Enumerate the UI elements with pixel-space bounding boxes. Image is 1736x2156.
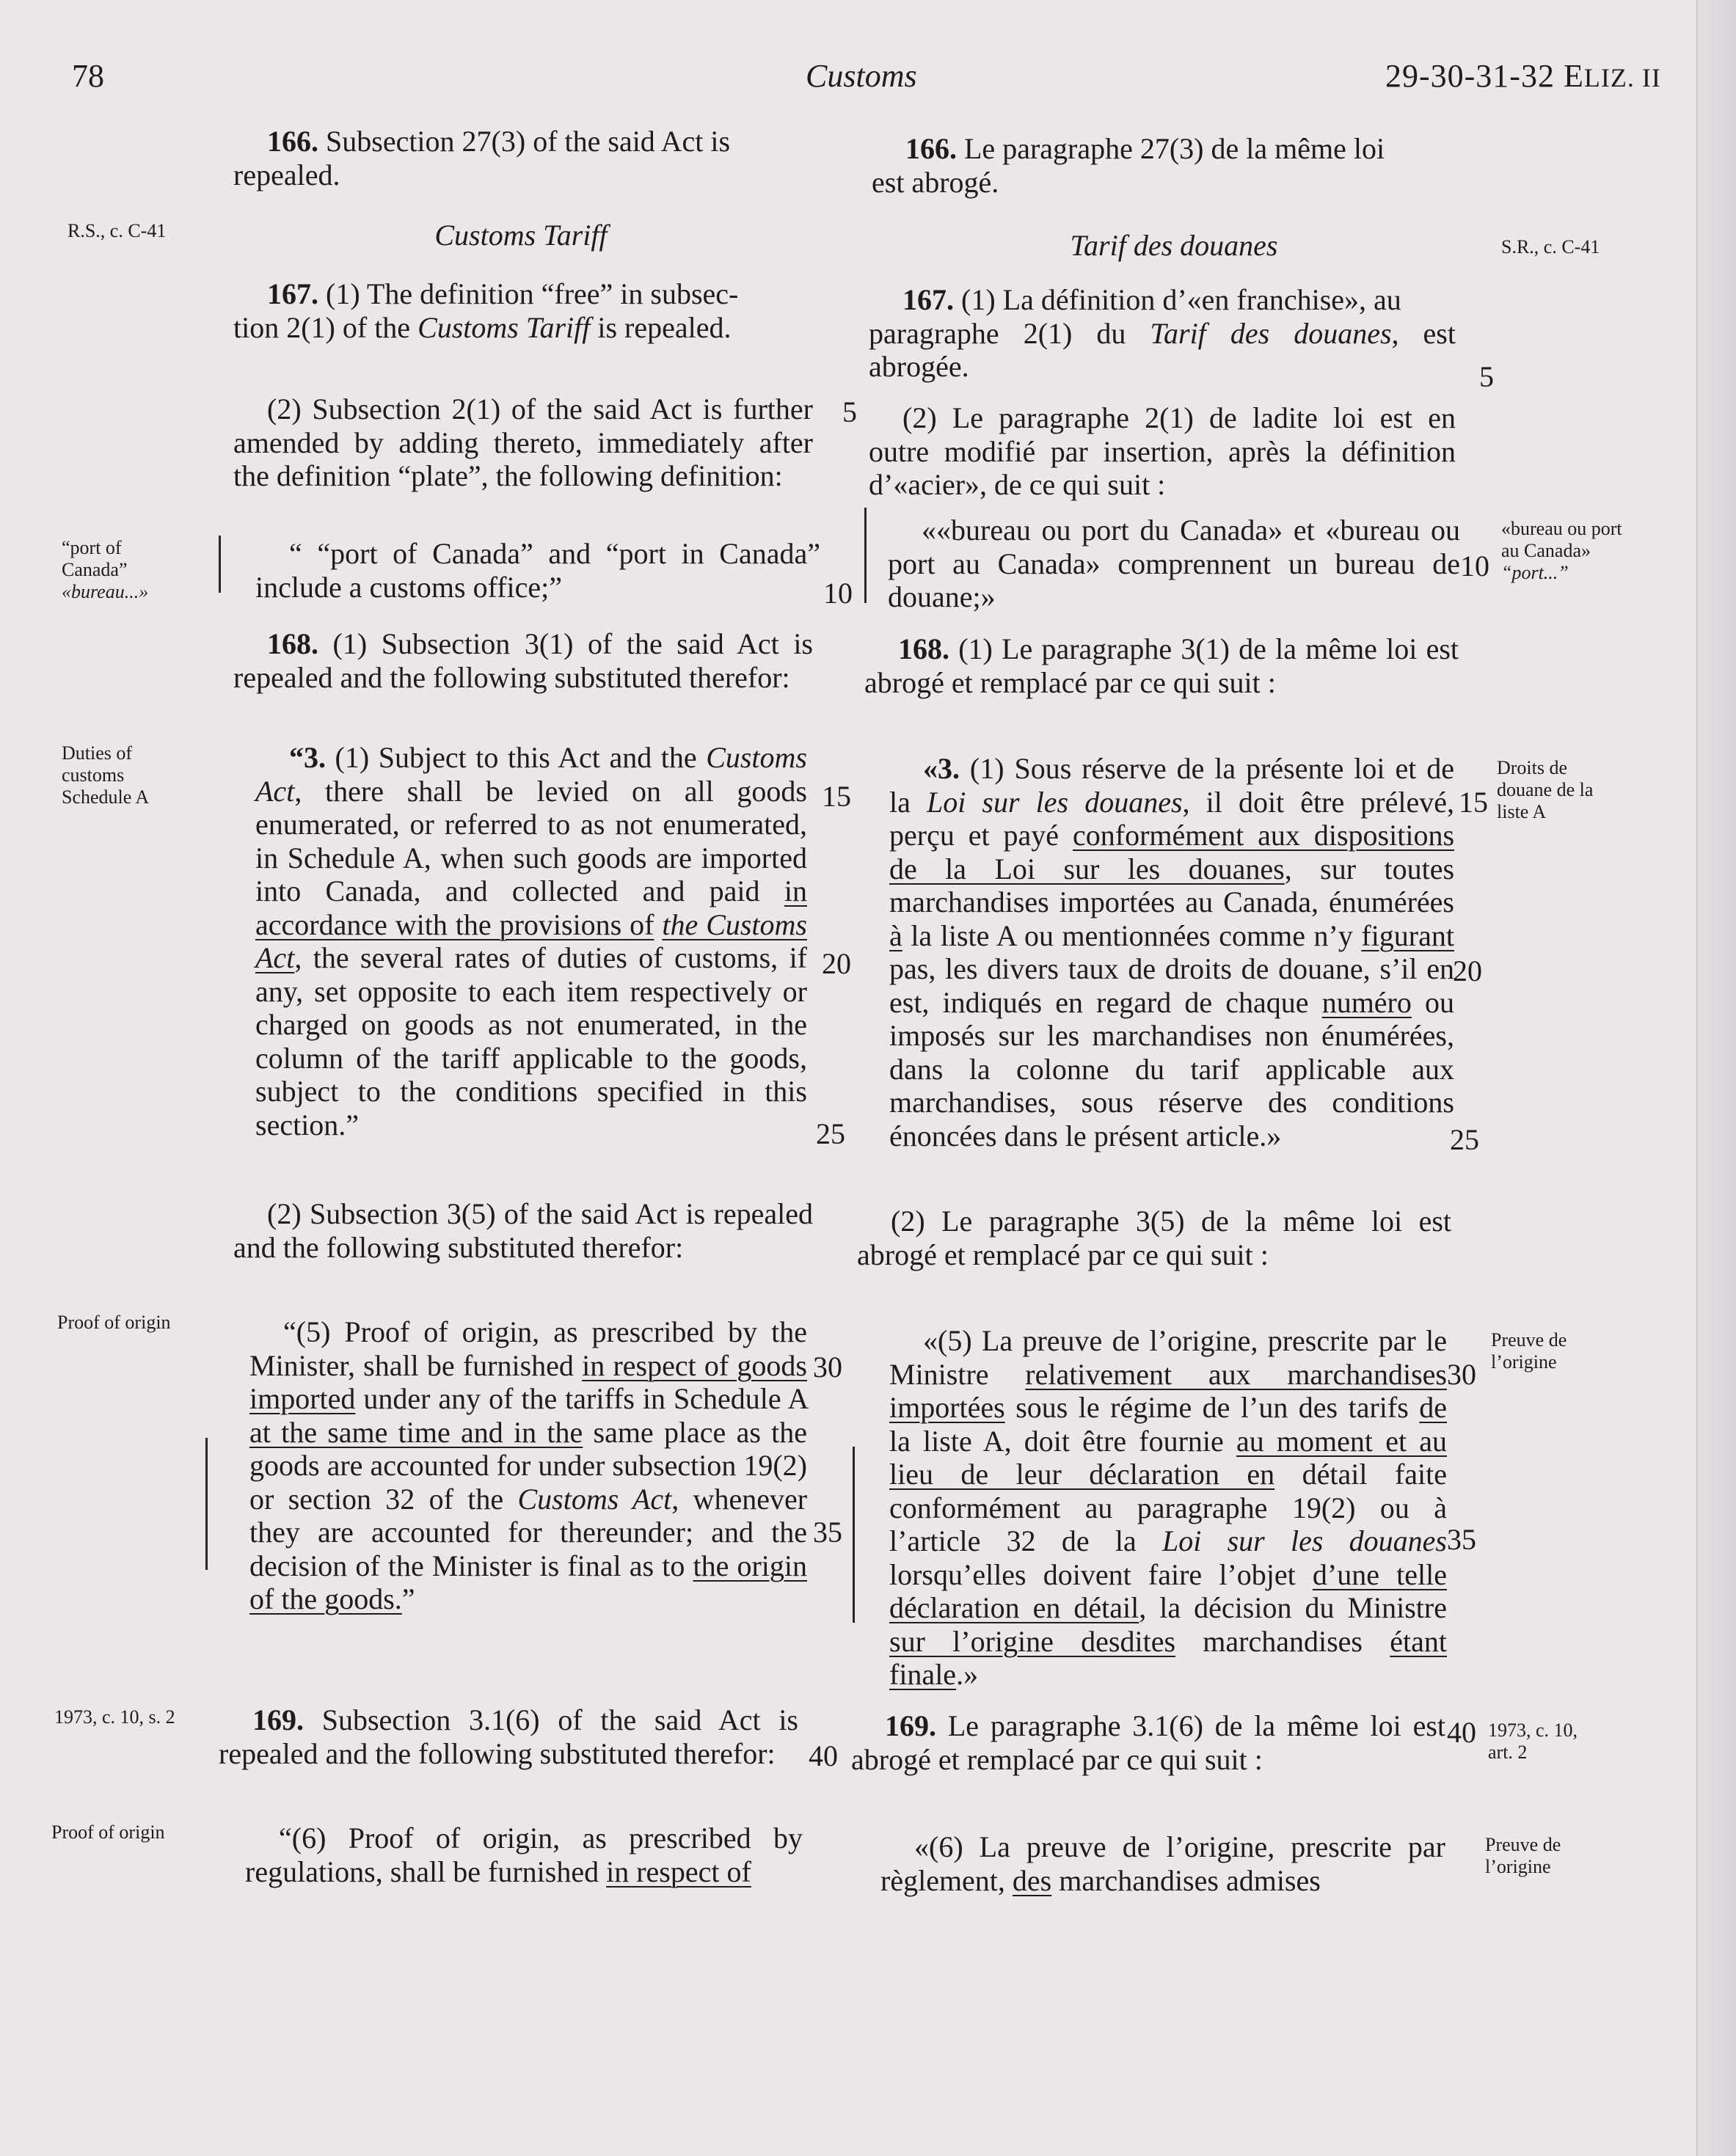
margin-note-line: Canada” (62, 559, 128, 580)
margin-note-line: Schedule A (62, 786, 150, 808)
french-heading-tarif-des-douanes: Tarif des douanes (1070, 229, 1278, 262)
quote-text: marchandises (1175, 1624, 1390, 1658)
running-title: Customs (806, 58, 917, 94)
quote-text: ou imposés sur les marchandises non énumérées, dans la colonne du tarif applicable aux marchandises, sous réserve des conditions énoncées dans le présent article.» (889, 985, 1455, 1152)
line-number: 10 (1460, 549, 1489, 582)
margin-note-line: “port...” (1501, 562, 1569, 583)
regnal-year-number: 29-30-31-32 (1385, 58, 1555, 94)
section-number: 167. (267, 277, 318, 310)
line-number: 40 (809, 1739, 838, 1772)
section-text: est abrogé. (872, 165, 999, 199)
section-text: Subsection 27(3) of the said Act is (326, 125, 731, 158)
underlined-amendment: figurant (1361, 918, 1454, 952)
section-text: is repealed. (590, 310, 732, 344)
section-text: Le paragraphe 27(3) de la même loi (964, 132, 1385, 165)
quote-text: «(6) La preuve de l’origine, prescrite par règlement, (880, 1830, 1445, 1897)
line-number: 5 (842, 395, 857, 428)
section-text: (1) La définition d’«en franchise», au (961, 283, 1401, 316)
quote-text: détail faite conformément au paragraphe 19(2) ou à l’article 32 de la (889, 1458, 1448, 1557)
margin-note-sr: S.R., c. C-41 (1501, 236, 1600, 257)
line-number: 20 (1453, 954, 1482, 987)
page-edge (1696, 0, 1736, 2156)
section-text: , est abrogée. (869, 316, 1456, 383)
quote-text: (1) Subject to this Act and the (326, 741, 707, 774)
act-title: Loi sur les douanes (926, 785, 1183, 819)
quote-text: “(6) Proof of origin, as prescribed by regulations, shall be furnished (245, 1821, 803, 1888)
quoted-section-number: «3. (923, 752, 960, 785)
section-number: 166. (267, 125, 318, 158)
margin-note-port-of-canada (62, 537, 216, 603)
section-number: 169. (885, 1709, 936, 1742)
quote-text: sous le régime de l’un des tarifs (1004, 1391, 1420, 1424)
underlined-amendment: in accordance with the provisions of (255, 874, 807, 941)
margin-note-line: douane de la (1497, 779, 1594, 800)
quote-text: , there shall be levied on all goods enumerated, or referred to as not enumerated, in Schedule A, when such goods are imported into Canada, and collected and paid (255, 774, 807, 907)
underlined-amendment: relativement aux marchandises importées (889, 1357, 1447, 1424)
act-title: Customs Tariff (417, 310, 591, 344)
section-text: Subsection 3.1(6) of the said Act is repealed and the following substituted therefor: (219, 1703, 798, 1770)
french-section-166 (872, 132, 1459, 199)
english-quote-proof-of-origin (249, 1315, 807, 1616)
english-heading-customs-tariff: Customs Tariff (434, 219, 608, 252)
margin-note-line: customs (62, 764, 125, 786)
margin-note-proof-of-origin: Proof of origin (51, 1821, 165, 1843)
french-section-169 (851, 1709, 1445, 1776)
margin-note-rs: R.S., c. C-41 (68, 220, 167, 241)
section-number: 168. (267, 627, 318, 660)
quote-text: pas, les divers taux de droits de douane, s’il en est, indiqués en regard de chaque (889, 952, 1454, 1019)
revision-bar (219, 536, 221, 593)
underlined-amendment: sur l’origine desdites (889, 1624, 1176, 1658)
underlined-amendment: at the same time and in the (249, 1415, 583, 1449)
margin-note-line: “port of (62, 537, 122, 558)
french-quote-section-3-1-6 (880, 1830, 1445, 1897)
quote-text: .» (956, 1658, 979, 1691)
underlined-amendment: the Customs Act (255, 907, 807, 974)
margin-note-line: «bureau...» (62, 581, 149, 602)
underlined-amendment: numéro (1321, 985, 1412, 1019)
act-title: Loi sur les douanes (1162, 1524, 1448, 1557)
act-title: Customs Act (255, 741, 807, 808)
section-text: repealed. (233, 158, 340, 191)
underlined-amendment: à (889, 918, 902, 952)
margin-note-line: l’origine (1491, 1351, 1557, 1373)
quote-text: , whenever they are accounted for thereunder; and the decision of the Minister is final as to (249, 1482, 808, 1582)
underlined-amendment: conformément aux dispositions de la Loi sur les douanes (889, 819, 1455, 885)
revision-bar (853, 1447, 855, 1623)
english-quote-port-definition (255, 537, 820, 604)
english-section-166 (233, 125, 813, 191)
line-number: 30 (1447, 1358, 1476, 1391)
margin-note-line: art. 2 (1488, 1742, 1528, 1763)
line-number: 35 (1447, 1523, 1476, 1556)
english-section-168-2 (233, 1197, 813, 1264)
english-quote-section-3 (255, 741, 807, 1141)
french-section-167 (869, 283, 1456, 384)
french-quote-section-3 (889, 752, 1454, 1152)
underlined-amendment: au moment et au lieu de leur déclaration en (889, 1424, 1448, 1491)
english-section-169 (219, 1703, 798, 1770)
section-text: (2) Subsection 3(5) of the said Act is repealed and the following substituted therefor: (233, 1197, 813, 1264)
section-number: 168. (898, 632, 949, 665)
margin-note-line: «bureau ou port (1501, 518, 1622, 539)
line-number: 15 (1459, 786, 1488, 819)
quote-text: , la décision du Ministre (1139, 1591, 1447, 1624)
underlined-amendment: in respect of goods imported (249, 1348, 807, 1415)
margin-note-line: liste A (1497, 801, 1547, 822)
line-number: 30 (813, 1351, 842, 1384)
section-text: (2) Subsection 2(1) of the said Act is further amended by adding thereto, immediately after the definition “plate”, the following definition: (233, 392, 813, 492)
regnal-title-rest: LIZ. II (1583, 63, 1661, 92)
margin-note-preuve-de-l-origine (1485, 1834, 1632, 1878)
quote-text: ” (401, 1582, 415, 1615)
page-number: 78 (72, 58, 104, 94)
quote-text: , sur toutes marchandises importées au Canada, énumérées (889, 852, 1455, 918)
line-number: 25 (1450, 1123, 1479, 1156)
section-text: tion 2(1) of the (233, 310, 418, 344)
underlined-amendment: in respect of (606, 1854, 751, 1888)
quote-text: «(5) La preuve de l’origine, prescrite par le Ministre (889, 1324, 1447, 1391)
revision-bar (205, 1438, 208, 1570)
french-quote-proof-of-origin (889, 1324, 1447, 1692)
line-number: 25 (816, 1117, 845, 1150)
quote-text: , il doit être prélevé, perçu et payé (889, 785, 1454, 852)
underlined-amendment: de (1419, 1391, 1447, 1424)
section-number: 166. (905, 132, 957, 165)
margin-note-line: Preuve de (1485, 1834, 1561, 1855)
section-number: 167. (902, 283, 954, 316)
english-section-167-2 (233, 392, 813, 493)
act-title: Customs Act (517, 1482, 672, 1516)
line-number: 10 (823, 577, 853, 610)
quote-text: lorsqu’elles doivent faire l’objet (889, 1557, 1313, 1591)
section-text: (1) The definition “free” in subsec- (326, 277, 739, 310)
section-text: paragraphe 2(1) du (869, 316, 1150, 350)
margin-note-droits-de-douane (1497, 757, 1644, 823)
section-text: (1) Subsection 3(1) of the said Act is repealed and the following substituted therefor: (233, 627, 813, 694)
quote-text: under any of the tariffs in Schedule A (355, 1382, 807, 1415)
line-number: 20 (822, 947, 851, 980)
margin-note-line: Duties of (62, 742, 133, 764)
margin-note-proof-of-origin: Proof of origin (57, 1312, 171, 1333)
quote-text: , the several rates of duties of customs, if any, set opposite to each item respectively or charged on goods as not enumerated, in the column of the tariff applicable to the goods, subject to the conditions specified in this section.” (255, 941, 807, 1141)
section-text: (2) Le paragraphe 3(5) de la même loi est abrogé et remplacé par ce qui suit : (857, 1205, 1451, 1271)
quote-text: la liste A ou mentionnées comme n’y (902, 918, 1362, 952)
quote-text: la liste A, doit être fournie (889, 1424, 1236, 1458)
regnal-title-initial: E (1563, 58, 1584, 94)
quote-text: (1) Sous réserve de la présente loi et de la (889, 752, 1454, 819)
underlined-amendment: des (1012, 1863, 1052, 1897)
regnal-year (1385, 57, 1661, 95)
quote-text: marchandises admises (1051, 1863, 1321, 1897)
english-section-168 (233, 627, 813, 694)
margin-note-1973 (1488, 1720, 1635, 1764)
margin-note-preuve-de-l-origine (1491, 1329, 1638, 1373)
margin-note-line: au Canada» (1501, 540, 1591, 561)
margin-note-line: Droits de (1497, 757, 1568, 778)
french-quote-port-definition (888, 514, 1460, 614)
section-text: (1) Le paragraphe 3(1) de la même loi est abrogé et remplacé par ce qui suit : (864, 632, 1459, 699)
line-number: 40 (1447, 1716, 1476, 1749)
quoted-section-number: “3. (289, 741, 326, 774)
revision-bar (864, 508, 867, 603)
quote-text: same place as the goods are accounted for under subsection 19(2) or section 32 of the (249, 1415, 807, 1516)
margin-note-line: Preuve de (1491, 1329, 1567, 1351)
french-section-168 (864, 632, 1459, 699)
line-number: 15 (822, 780, 851, 813)
french-section-168-2 (857, 1205, 1451, 1271)
margin-note-bureau-ou-port (1501, 518, 1648, 584)
line-number: 35 (813, 1516, 842, 1549)
french-section-167-2 (869, 401, 1456, 502)
english-quote-section-3-1-6 (245, 1821, 803, 1888)
quoted-definition: ««bureau ou port du Canada» et «bureau ou port au Canada» comprennent un bureau de douane;» (888, 514, 1460, 613)
quote-text: “(5) Proof of origin, as prescribed by the Minister, shall be furnished (249, 1315, 807, 1382)
underlined-amendment: the origin of the goods. (249, 1549, 807, 1615)
underlined-amendment: d’une telle déclaration en détail (889, 1557, 1448, 1624)
section-number: 169. (252, 1703, 304, 1736)
act-title: Tarif des douanes (1150, 316, 1392, 350)
section-text: (2) Le paragraphe 2(1) de ladite loi est en outre modifié par insertion, après la définition d’«acier», de ce qui suit : (869, 401, 1456, 501)
margin-note-1973: 1973, c. 10, s. 2 (54, 1706, 175, 1728)
margin-note-line: 1973, c. 10, (1488, 1720, 1578, 1741)
margin-note-line: l’origine (1485, 1856, 1551, 1877)
quoted-definition: “ “port of Canada” and “port in Canada” include a customs office;” (255, 537, 820, 604)
line-number: 5 (1479, 360, 1494, 393)
english-section-167 (233, 277, 813, 344)
margin-note-duties-of-customs (62, 742, 216, 808)
underlined-amendment: étant finale (889, 1624, 1447, 1691)
section-text: Le paragraphe 3.1(6) de la même loi est abrogé et remplacé par ce qui suit : (851, 1709, 1445, 1776)
